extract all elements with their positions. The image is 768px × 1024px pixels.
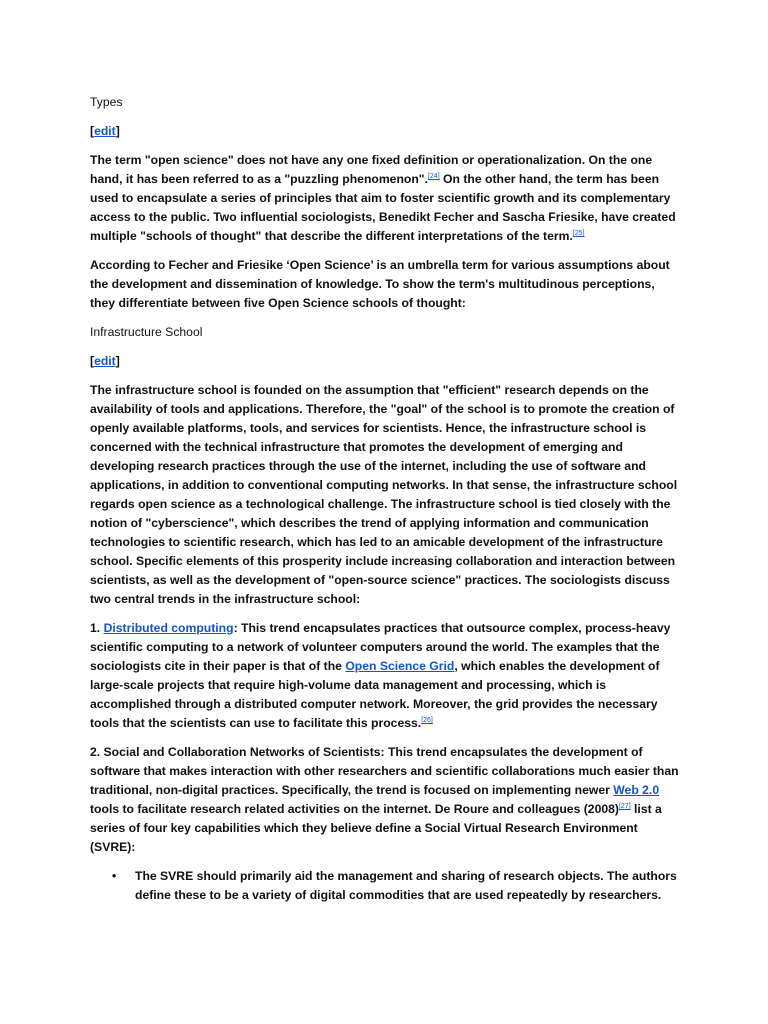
link-distributed-computing[interactable]: Distributed computing [103,621,234,635]
paragraph-social-networks: 2. Social and Collaboration Networks of Scientists: This trend encapsulates the development of software that makes interaction with other researchers and scientific collaborations much easier than traditional, non-digital practices. Specifically, the trend is focused on implementing newer Web 2.0 tools to facilitate research related activities on the internet. De Roure and colleagues (2008)[27] list a series of four key capabilities which they believe define a Social Virtual Research Environment (SVRE): [90,745,679,854]
link-open-science-grid[interactable]: Open Science Grid [345,659,455,673]
edit-link[interactable]: edit [94,354,116,368]
document-page [90,93,682,905]
citation-25[interactable]: [25] [572,229,585,237]
edit-link-infrastructure: [edit] [90,354,120,368]
paragraph-open-science-definition: The term "open science" does not have any one fixed definition or operationalization. On the one hand, it has been referred to as a "puzzling phenomenon".[24] On the other hand, the term has been used to encapsulate a series of principles that aim to foster scientific growth and its complementary access to the public. Two influential sociologists, Benedikt Fecher and Sascha Friesike, have created multiple "schools of thought" that describe the different interpretations of the term.[25] [90,153,676,243]
list-item: • The SVRE should primarily aid the management and sharing of research objects. The authors define these to be a variety of digital commodities that are used repeatedly by researchers. [112,869,677,902]
citation-24[interactable]: [24] [427,172,440,180]
paragraph-schools-intro: According to Fecher and Friesike ‘Open Science’ is an umbrella term for various assumptions about the development and dissemination of knowledge. To show the term's multitudinous perceptions, they differentiate between five Open Science schools of thought: [90,258,670,310]
link-web-2-0[interactable]: Web 2.0 [613,783,660,797]
section-heading-infrastructure: Infrastructure School [90,325,203,339]
edit-link[interactable]: edit [94,124,116,138]
bullet-icon: • [112,869,117,883]
paragraph-distributed-computing: 1. Distributed computing: This trend encapsulates practices that outsource complex, process-heavy scientific computing to a network of volunteer computers around the world. The examples that the sociologists cite in their paper is that of the Open Science Grid, which enables the development of large-scale projects that require high-volume data management and processing, which is accomplished through a distributed computer network. Moreover, the grid provides the necessary tools that the scientists can use to facilitate this process.[26] [90,621,671,730]
paragraph-infrastructure-school: The infrastructure school is founded on the assumption that "efficient" research depends on the availability of tools and applications. Therefore, the "goal" of the school is to promote the creation of openly available platforms, tools, and services for scientists. Hence, the infrastructure school is concerned with the technical infrastructure that promotes the development of emerging and developing research practices through the use of the internet, including the use of software and applications, in addition to conventional computing networks. In that sense, the infrastructure school regards open science as a technological challenge. The infrastructure school is tied closely with the notion of "cyberscience", which describes the trend of applying information and communication technologies to scientific research, which has led to an amicable development of the infrastructure school. Specific elements of this prosperity include increasing collaboration and interaction between scientists, as well as the development of "open-source science" practices. The sociologists discuss two central trends in the infrastructure school: [90,383,678,606]
svre-capabilities-list [90,867,682,905]
edit-link-types: [edit] [90,124,120,138]
section-heading-types: Types [90,95,123,109]
citation-26[interactable]: [26] [421,716,433,724]
citation-27[interactable]: [27] [618,802,631,810]
